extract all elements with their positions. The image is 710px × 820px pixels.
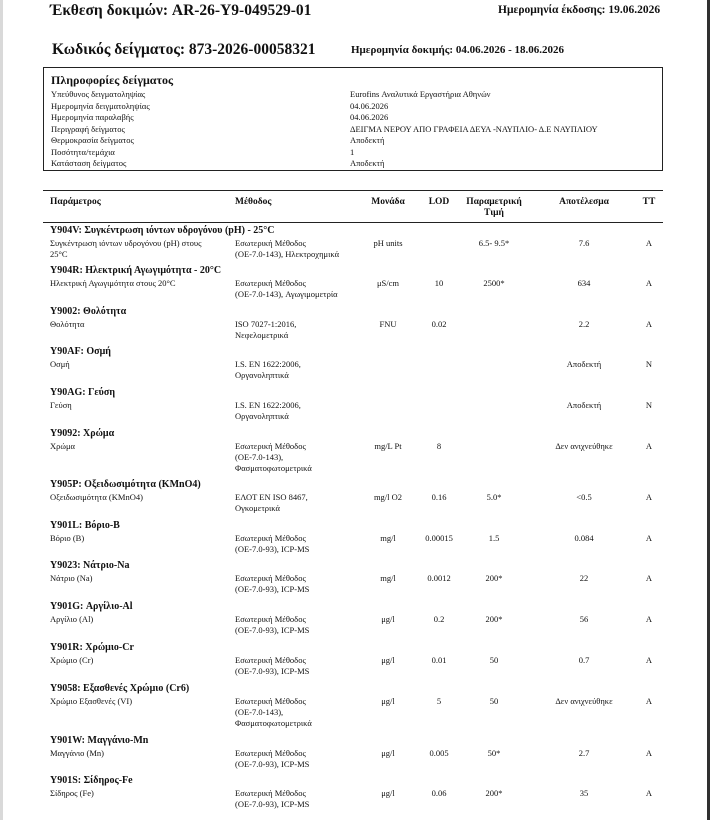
cell-parameter: Βόριο (B) — [50, 533, 85, 543]
sample-info-value: 04.06.2026 — [350, 100, 389, 111]
cell-result: 2.2 — [578, 319, 590, 329]
cell-unit: mg/l O2 — [373, 492, 403, 502]
sample-info-title: Πληροφορίες δείγματος — [51, 73, 174, 87]
cell-method: ΕΛΟΤ EN ISO 8467, Ογκομετρικά — [235, 492, 308, 513]
cell-unit: μg/l — [381, 696, 395, 706]
sample-info-value: Eurofins Αναλυτικά Εργαστήρια Αθηνών — [350, 89, 491, 99]
parameter-group-title: Y901G: Αργίλιο-Al — [50, 601, 133, 612]
cell-unit: pH units — [373, 238, 403, 248]
sample-info-value: ΔΕΙΓΜΑ ΝΕΡΟΥ ΑΠΟ ΓΡΑΦΕΙΑ ΔΕΥΑ -ΝΑΥΠΛΙΟ- Δ.Ε ΝΑΥΠΛΙΟΥ — [350, 123, 598, 134]
parameter-group-title: Y901R: Χρώμιο-Cr — [50, 642, 134, 653]
cell-result: 2.7 — [578, 748, 590, 758]
sample-info-row — [51, 101, 661, 112]
cell-tt: A — [645, 441, 653, 451]
cell-method: Εσωτερική Μέθοδος (OE-7.0-93), ICP-MS — [235, 533, 310, 554]
cell-method: Εσωτερική Μέθοδος (OE-7.0-143), Ηλεκτροχημικά — [235, 238, 340, 259]
sample-info-label: Ποσότητα/τεμάχια — [51, 146, 115, 157]
cell-method: Εσωτερική Μέθοδος (OE-7.0-93), ICP-MS — [235, 573, 310, 594]
cell-lod: 0.02 — [431, 319, 447, 329]
cell-parameter: Οσμή — [50, 359, 70, 369]
cell-method: Εσωτερική Μέθοδος (OE-7.0-93), ICP-MS — [235, 655, 310, 676]
cell-result: Δεν ανιχνεύθηκε — [555, 441, 613, 451]
cell-parametric-value: 50 — [489, 696, 499, 706]
sample-code: Κωδικός δείγματος: 873-2026-00058321 — [52, 41, 316, 58]
cell-method: Εσωτερική Μέθοδος (OE-7.0-143), Φασματοφωτομετρικά — [235, 441, 312, 473]
cell-parametric-value: 1.5 — [488, 533, 500, 543]
sample-info-box — [43, 67, 663, 171]
sample-info-label: Υπεύθυνος δειγματοληψίας — [51, 89, 146, 99]
cell-lod: 5 — [436, 696, 442, 706]
cell-tt: A — [645, 492, 653, 502]
sample-info-label: Ημερομηνία παραλαβής — [51, 112, 134, 122]
cell-unit: μg/l — [381, 614, 395, 624]
cell-result: 7.6 — [578, 238, 590, 248]
parameter-group-title: Y9023: Νάτριο-Na — [50, 560, 130, 571]
header-unit: Μονάδα — [371, 197, 405, 207]
cell-parameter: Θολότητα — [50, 319, 85, 329]
cell-tt: A — [645, 748, 653, 758]
cell-tt: A — [645, 533, 653, 543]
header-parametric-value — [461, 197, 527, 219]
cell-tt: A — [645, 788, 653, 798]
cell-parameter: Νάτριο (Na) — [50, 573, 93, 583]
page-left-edge — [0, 0, 3, 820]
parameter-group-title: Y904V: Συγκέντρωση ιόντων υδρογόνου (pH) - 25°C — [50, 225, 275, 236]
cell-tt: A — [645, 655, 653, 665]
parameter-group-title: Y90AF: Οσμή — [50, 346, 111, 357]
cell-result: 22 — [579, 573, 589, 583]
cell-parameter: Χρώμα — [50, 441, 75, 451]
parameter-group-title: Y9058: Εξασθενές Χρώμιο (Cr6) — [50, 683, 190, 694]
cell-method: Εσωτερική Μέθοδος (OE-7.0-93), ICP-MS — [235, 748, 310, 769]
cell-parametric-value: 6.5- 9.5* — [478, 238, 510, 248]
cell-unit: μg/l — [381, 748, 395, 758]
parameter-group-title: Y904R: Ηλεκτρική Αγωγιμότητα - 20°C — [50, 265, 222, 276]
cell-lod: 0.06 — [431, 788, 447, 798]
sample-info-row — [51, 158, 661, 169]
cell-parameter: Συγκέντρωση ιόντων υδρογόνου (pH) στους 25°C — [50, 238, 202, 259]
sample-info-row — [51, 124, 661, 135]
cell-method: I.S. EN 1622:2006, Οργανοληπτικά — [235, 359, 301, 380]
cell-method: ISO 7027-1:2016, Νεφελομετρικά — [235, 319, 297, 340]
cell-tt: A — [645, 238, 653, 248]
cell-parameter: Χρώμιο Εξασθενές (VI) — [50, 696, 133, 706]
cell-parameter: Μαγγάνιο (Mn) — [50, 748, 104, 758]
cell-result: Αποδεκτή — [566, 400, 602, 410]
header-parametric-line2: Τιμή — [484, 208, 504, 218]
cell-method: Εσωτερική Μέθοδος (OE-7.0-93), ICP-MS — [235, 788, 310, 809]
parameter-group-title: Y9002: Θολότητα — [50, 306, 127, 317]
report-title: Έκθεση δοκιμών: AR-26-Y9-049529-01 — [50, 2, 312, 19]
cell-unit: FNU — [379, 319, 397, 329]
cell-unit: mg/l — [380, 573, 396, 583]
cell-result: Αποδεκτή — [566, 359, 602, 369]
cell-tt: A — [645, 696, 653, 706]
cell-parameter: Αργίλιο (Al) — [50, 614, 94, 624]
sample-info-row — [51, 135, 661, 146]
cell-parametric-value: 5.0* — [486, 492, 502, 502]
sample-info-label: Θερμοκρασία δείγματος — [51, 135, 134, 145]
sample-info-value: Αποδεκτή — [350, 158, 385, 168]
cell-lod: 0.0012 — [427, 573, 451, 583]
cell-unit: μS/cm — [376, 278, 400, 288]
cell-tt: N — [645, 400, 653, 410]
parameter-group-title: Y901L: Βόριο-B — [50, 520, 120, 531]
cell-parametric-value: 2500* — [483, 278, 505, 288]
header-result: Αποτέλεσμα — [559, 197, 609, 207]
results-table-header — [43, 190, 663, 223]
cell-result: 0.084 — [574, 533, 594, 543]
cell-result: <0.5 — [576, 492, 592, 502]
sample-info-label: Ημερομηνία δειγματοληψίας — [51, 100, 150, 111]
cell-result: 35 — [579, 788, 589, 798]
sample-info-row — [51, 89, 661, 100]
cell-parametric-value: 200* — [485, 573, 503, 583]
header-param: Παράμετρος — [50, 197, 101, 207]
cell-lod: 0.00015 — [425, 533, 453, 543]
cell-parameter: Οξειδωσιμότητα (KMnO4) — [50, 492, 143, 502]
cell-unit: μg/l — [381, 788, 395, 798]
cell-tt: A — [645, 278, 653, 288]
sample-info-row — [51, 147, 661, 158]
header-parametric-line1: Παραμετρική — [466, 197, 522, 207]
sample-info-value: Αποδεκτή — [350, 135, 385, 145]
cell-method: Εσωτερική Μέθοδος (OE-7.0-143), Φασματοφωτομετρικά — [235, 696, 312, 728]
cell-lod: 10 — [434, 278, 444, 288]
cell-tt: A — [645, 614, 653, 624]
header-lod: LOD — [428, 197, 450, 207]
cell-tt: A — [645, 573, 653, 583]
parameter-group-title: Y901S: Σίδηρος-Fe — [50, 775, 133, 786]
header-tt: TT — [642, 197, 656, 207]
cell-result: 0.7 — [578, 655, 590, 665]
parameter-group-title: Y901W: Μαγγάνιο-Mn — [50, 735, 149, 746]
sample-info-label: Κατάσταση δείγματος — [51, 158, 127, 168]
cell-parameter: Χρώμιο (Cr) — [50, 655, 94, 665]
cell-parametric-value: 50 — [489, 655, 499, 665]
cell-parametric-value: 50* — [487, 748, 501, 758]
test-date: Ημερομηνία δοκιμής: 04.06.2026 - 18.06.2026 — [351, 44, 565, 56]
cell-lod: 0.16 — [431, 492, 447, 502]
cell-unit: μg/l — [381, 655, 395, 665]
cell-tt: N — [645, 359, 653, 369]
sample-info-label: Περιγραφή δείγματος — [51, 123, 125, 134]
cell-lod: 0.005 — [429, 748, 449, 758]
sample-info-value: 1 — [350, 146, 355, 157]
cell-method: Εσωτερική Μέθοδος (OE-7.0-93), ICP-MS — [235, 614, 310, 635]
parameter-group-title: Y9092: Χρώμα — [50, 428, 115, 439]
cell-lod: 0.01 — [431, 655, 447, 665]
cell-method: I.S. EN 1622:2006, Οργανοληπτικά — [235, 400, 301, 421]
cell-parameter: Γεύση — [50, 400, 72, 410]
cell-result: 634 — [577, 278, 591, 288]
parameter-group-title: Y90AG: Γεύση — [50, 387, 115, 398]
cell-tt: A — [645, 319, 653, 329]
issue-date: Ημερομηνία έκδοσης: 19.06.2026 — [498, 4, 661, 16]
sample-info-row — [51, 112, 661, 123]
cell-parameter: Σίδηρος (Fe) — [50, 788, 94, 798]
header-method: Μέθοδος — [235, 197, 272, 207]
cell-lod: 0.2 — [433, 614, 445, 624]
cell-lod: 8 — [436, 441, 442, 451]
cell-parameter: Ηλεκτρική Αγωγιμότητα στους 20°C — [50, 278, 176, 288]
cell-result: 56 — [579, 614, 589, 624]
cell-result: Δεν ανιχνεύθηκε — [555, 696, 613, 706]
cell-method: Εσωτερική Μέθοδος (OE-7.0-143), Αγωγιμομετρία — [235, 278, 338, 299]
cell-parametric-value: 200* — [485, 788, 503, 798]
cell-unit: mg/L Pt — [374, 441, 402, 451]
cell-parametric-value: 200* — [485, 614, 503, 624]
cell-unit: mg/l — [380, 533, 396, 543]
sample-info-value: 04.06.2026 — [350, 112, 389, 122]
parameter-group-title: Y905P: Οξειδωσιμότητα (KMnO4) — [50, 479, 201, 490]
